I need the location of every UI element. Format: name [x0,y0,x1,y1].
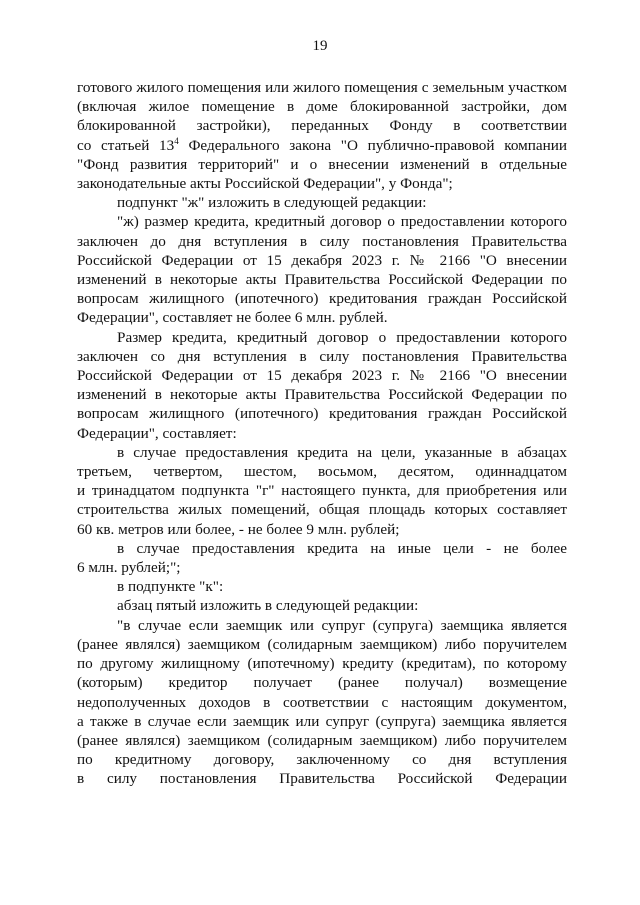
text-segment: со статьей 13 [77,136,175,154]
text-line: недополученных доходов в соответствии с настоящим документом, [77,693,567,711]
text-line: заключен до дня вступления в силу постановления Правительства [77,232,567,250]
paragraph: подпункт "ж" изложить в следующей редакции: [117,194,427,212]
paragraph [77,539,567,577]
page-number: 19 [312,38,328,54]
text-line: Федерации", составляет: [77,424,237,442]
text-line: строительства жилых помещений, общая площадь которых составляет [77,501,567,519]
text-line: (включая жилое помещение в доме блокированной застройки, дом [77,98,567,116]
text-line: Федерации", составляет не более 6 млн. рублей. [77,309,388,327]
text-line: третьем, четвертом, шестом, восьмом, десятом, одиннадцатом [77,463,567,481]
document-body [77,78,567,789]
text-line: готового жилого помещения или жилого помещения с земельным участком [77,79,567,96]
text-line: (ранее являлся) заемщиком (солидарным заемщиком) либо поручителем [77,731,567,749]
text-line: Российской Федерации от 15 декабря 2023 г. № 2166 "О внесении [77,251,567,269]
paragraph-continuation [77,78,567,193]
paragraph [77,212,567,327]
text-line: (которым) кредитор получает (ранее получал) возмещение [77,674,567,692]
text-line: вопросам жилищного (ипотечного) кредитования граждан Российской [77,405,567,423]
text-line: и тринадцатом подпункта "г" настоящего пункта, для приобретения или [77,482,567,500]
paragraph: абзац пятый изложить в следующей редакции: [117,597,419,615]
text-line: 6 млн. рублей;"; [77,559,181,577]
paragraph [77,328,567,443]
text-line: Российской Федерации от 15 декабря 2023 г. № 2166 "О внесении [77,367,567,385]
text-line: "Фонд развития территорий" и о внесении изменений в отдельные [77,155,567,173]
text-line: изменений в некоторые акты Правительства Российской Федерации по [77,271,567,289]
text-line: по другому жилищному (ипотечному) кредиту (кредитам), по которому [77,655,567,673]
paragraph [77,443,567,539]
text-line: законодательные акты Российской Федерации", у Фонда"; [77,175,453,193]
text-line: блокированной застройки), переданных Фонду в соответствии [77,117,567,135]
text-line [77,136,567,155]
text-line: вопросам жилищного (ипотечного) кредитования граждан Российской [77,290,567,308]
text-line: "в случае если заемщик или супруг (супруга) заемщика является [117,616,567,634]
text-segment: Федерального закона "О публично-правовой компании [178,136,567,154]
text-line: (ранее являлся) заемщиком (солидарным заемщиком) либо поручителем [77,635,567,653]
text-line: заключен со дня вступления в силу постановления Правительства [77,347,567,365]
text-line: в случае предоставления кредита на цели, указанные в абзацах [117,443,567,461]
paragraph [77,616,567,789]
superscript-number: 4 [174,135,179,146]
text-line: 60 кв. метров или более, - не более 9 млн. рублей; [77,520,400,538]
text-line: изменений в некоторые акты Правительства Российской Федерации по [77,386,567,404]
text-line: по кредитному договору, заключенному со дня вступления [77,751,567,769]
text-line: "ж) размер кредита, кредитный договор о предоставлении которого [117,213,567,231]
paragraph: в подпункте "к": [117,578,224,596]
text-line: Размер кредита, кредитный договор о предоставлении которого [117,328,567,346]
text-line: а также в случае если заемщик или супруг (супруга) заемщика является [77,712,567,730]
text-line: в силу постановления Правительства Российской Федерации [77,770,567,788]
text-line: в случае предоставления кредита на иные цели - не более [117,539,567,557]
